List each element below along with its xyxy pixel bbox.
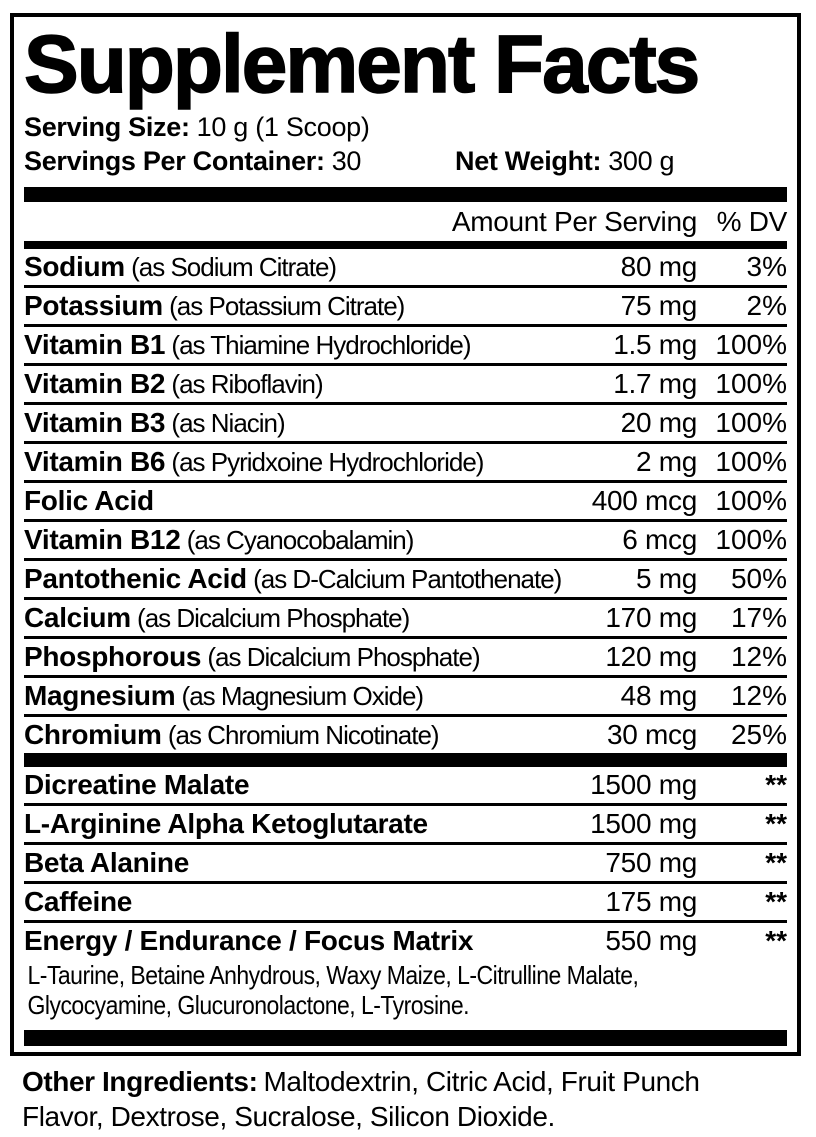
- other-ingredients-label: Other Ingredients:: [22, 1066, 258, 1097]
- ingredient-dv: 2%: [746, 290, 787, 322]
- ingredient-dv: 3%: [746, 251, 787, 283]
- servings-net-weight-line: [24, 144, 787, 178]
- ingredient-name: Pantothenic Acid (as D-Calcium Pantothenate): [24, 563, 562, 595]
- blend-table: [24, 767, 787, 1028]
- ingredient-dv: 100%: [715, 446, 787, 478]
- ingredient-row-main: [24, 523, 787, 557]
- ingredient-row-main: [24, 807, 787, 841]
- servings-per-container-label: Servings Per Container:: [24, 146, 325, 177]
- ingredient-source-detail: (as Riboflavin): [165, 369, 323, 400]
- ingredient-row-main: [24, 768, 787, 802]
- ingredient-dv: 100%: [715, 368, 787, 400]
- ingredient-amount: 30 mcg: [606, 719, 697, 751]
- ingredient-amount: 175 mg: [605, 886, 697, 918]
- ingredient-dv: 50%: [730, 563, 787, 595]
- divider-bar-bottom: [24, 1030, 787, 1046]
- nutrient-row: [24, 366, 787, 405]
- ingredient-amount: 750 mg: [605, 847, 697, 879]
- ingredient-row-main: [24, 924, 787, 958]
- ingredient-dv: [697, 807, 787, 841]
- ingredient-name: Sodium (as Sodium Citrate): [24, 251, 337, 283]
- servings-per-container-value: 30: [331, 146, 362, 177]
- ingredient-dv: [697, 885, 787, 919]
- ingredient-dv: 100%: [715, 524, 787, 556]
- nutrient-row: [24, 444, 787, 483]
- ingredient-amount: 1.7 mg: [613, 368, 697, 400]
- ingredient-row-main: [24, 718, 787, 752]
- net-weight-group: [455, 144, 674, 178]
- ingredient-name: Potassium (as Potassium Citrate): [24, 290, 405, 322]
- ingredient-name: Calcium (as Dicalcium Phosphate): [24, 602, 410, 634]
- ingredient-name: Chromium (as Chromium Nicotinate): [24, 719, 439, 751]
- ingredient-row-main: [24, 601, 787, 635]
- nutrient-row: [24, 678, 787, 717]
- ingredient-name: Vitamin B2 (as Riboflavin): [24, 368, 323, 400]
- ingredient-dv: 12%: [730, 680, 787, 712]
- nutrient-row: [24, 249, 787, 288]
- ingredient-amount: 1500 mg: [590, 808, 697, 840]
- ingredient-row-main: [24, 406, 787, 440]
- ingredient-source-detail: (as Niacin): [165, 408, 285, 439]
- ingredient-row-main: [24, 679, 787, 713]
- ingredient-name: Vitamin B12 (as Cyanocobalamin): [24, 524, 414, 556]
- ingredient-amount: 1500 mg: [590, 769, 697, 801]
- net-weight-label: Net Weight:: [455, 146, 602, 177]
- ingredient-amount: 170 mg: [605, 602, 697, 634]
- nutrient-row: [24, 522, 787, 561]
- ingredient-name: Magnesium (as Magnesium Oxide): [24, 680, 424, 712]
- ingredient-amount: 48 mg: [620, 680, 697, 712]
- blend-sub-ingredients: L-Taurine, Betaine Anhydrous, Waxy Maize, L-Citrulline Malate, Glycocyamine, Glucuronolactone, L-Tyrosine.: [27, 960, 639, 1021]
- no-dv-asterisks: **: [765, 847, 787, 879]
- ingredient-row-main: [24, 562, 787, 596]
- ingredient-amount: 6 mcg: [622, 524, 697, 556]
- nutrient-row: [24, 405, 787, 444]
- no-dv-asterisks: **: [765, 769, 787, 801]
- nutrient-row: [24, 600, 787, 639]
- ingredient-source-detail: (as Pyridxoine Hydrochloride): [165, 447, 484, 478]
- ingredient-source-detail: (as Chromium Nicotinate): [161, 720, 439, 751]
- ingredient-source-detail: (as Magnesium Oxide): [175, 681, 424, 712]
- blend-row: [24, 767, 787, 806]
- ingredient-amount: 20 mg: [620, 407, 697, 439]
- nutrient-row: [24, 327, 787, 366]
- ingredient-dv: [697, 768, 787, 802]
- ingredient-source-detail: (as D-Calcium Pantothenate): [246, 564, 562, 595]
- panel-title: Supplement Facts: [24, 19, 699, 110]
- ingredient-amount: 75 mg: [620, 290, 697, 322]
- ingredient-name: Phosphorous (as Dicalcium Phosphate): [24, 641, 480, 673]
- no-dv-asterisks: **: [765, 886, 787, 918]
- divider-bar-section: [24, 753, 787, 767]
- other-ingredients: [22, 1064, 770, 1134]
- divider-bar-header: [24, 241, 787, 249]
- ingredient-row-main: [24, 250, 787, 284]
- ingredient-dv: 25%: [730, 719, 787, 751]
- other-ingredients-value: Maltodextrin, Citric Acid, Fruit Punch Flavor, Dextrose, Sucralose, Silicon Dioxide.: [22, 1066, 700, 1132]
- blend-row: [24, 884, 787, 923]
- ingredient-dv: 100%: [715, 407, 787, 439]
- ingredient-amount: 5 mg: [635, 563, 697, 595]
- nutrient-row: [24, 717, 787, 753]
- serving-size-value: 10 g (1 Scoop): [196, 112, 370, 143]
- amount-per-serving-header: Amount Per Serving: [451, 206, 697, 238]
- ingredient-name: Vitamin B1 (as Thiamine Hydrochloride): [24, 329, 471, 361]
- ingredient-dv: 12%: [730, 641, 787, 673]
- ingredient-source-detail: (as Cyanocobalamin): [180, 525, 414, 556]
- no-dv-asterisks: **: [765, 808, 787, 840]
- no-dv-asterisks: **: [765, 925, 787, 957]
- serving-size-line: [24, 110, 787, 144]
- ingredient-name: Vitamin B6 (as Pyridxoine Hydrochloride): [24, 446, 484, 478]
- ingredient-row-main: [24, 484, 787, 518]
- ingredient-source-detail: (as Sodium Citrate): [124, 252, 337, 283]
- ingredient-row-main: [24, 328, 787, 362]
- net-weight-value: 300 g: [608, 146, 675, 177]
- blend-row: [24, 923, 787, 1028]
- ingredient-row-main: [24, 846, 787, 880]
- ingredient-row-main: [24, 445, 787, 479]
- ingredient-amount: 80 mg: [620, 251, 697, 283]
- ingredient-dv: 100%: [715, 485, 787, 517]
- nutrient-row: [24, 483, 787, 522]
- ingredient-name: Dicreatine Malate: [24, 769, 250, 801]
- ingredient-name: Folic Acid: [24, 485, 154, 517]
- ingredient-dv: [697, 846, 787, 880]
- ingredient-source-detail: (as Thiamine Hydrochloride): [165, 330, 471, 361]
- ingredient-row-main: [24, 640, 787, 674]
- ingredient-dv: 17%: [730, 602, 787, 634]
- column-header-row: [24, 202, 787, 241]
- nutrient-row: [24, 288, 787, 327]
- percent-dv-header: % DV: [716, 206, 787, 238]
- serving-size-label: Serving Size:: [24, 112, 190, 143]
- blend-row: [24, 806, 787, 845]
- nutrient-row: [24, 561, 787, 600]
- ingredient-amount: 1.5 mg: [613, 329, 697, 361]
- nutrients-table: [24, 249, 787, 753]
- ingredient-amount: 550 mg: [605, 925, 697, 957]
- ingredient-name: Vitamin B3 (as Niacin): [24, 407, 285, 439]
- ingredient-dv: 100%: [715, 329, 787, 361]
- divider-bar-top: [24, 187, 787, 202]
- ingredient-row-main: [24, 289, 787, 323]
- ingredient-name: Energy / Endurance / Focus Matrix: [24, 925, 474, 957]
- ingredient-dv: [697, 924, 787, 958]
- ingredient-source-detail: (as Dicalcium Phosphate): [130, 603, 410, 634]
- ingredient-amount: 120 mg: [605, 641, 697, 673]
- ingredient-source-detail: (as Potassium Citrate): [162, 291, 405, 322]
- ingredient-row-main: [24, 367, 787, 401]
- ingredient-name: Caffeine: [24, 886, 133, 918]
- ingredient-source-detail: (as Dicalcium Phosphate): [201, 642, 480, 673]
- ingredient-amount: 2 mg: [635, 446, 697, 478]
- supplement-facts-panel: [10, 13, 801, 1056]
- ingredient-row-main: [24, 885, 787, 919]
- ingredient-name: L-Arginine Alpha Ketoglutarate: [24, 808, 428, 840]
- ingredient-name: Beta Alanine: [24, 847, 189, 879]
- nutrient-row: [24, 639, 787, 678]
- daily-value-footnote: [24, 1046, 787, 1056]
- blend-row: [24, 845, 787, 884]
- ingredient-amount: 400 mcg: [591, 485, 697, 517]
